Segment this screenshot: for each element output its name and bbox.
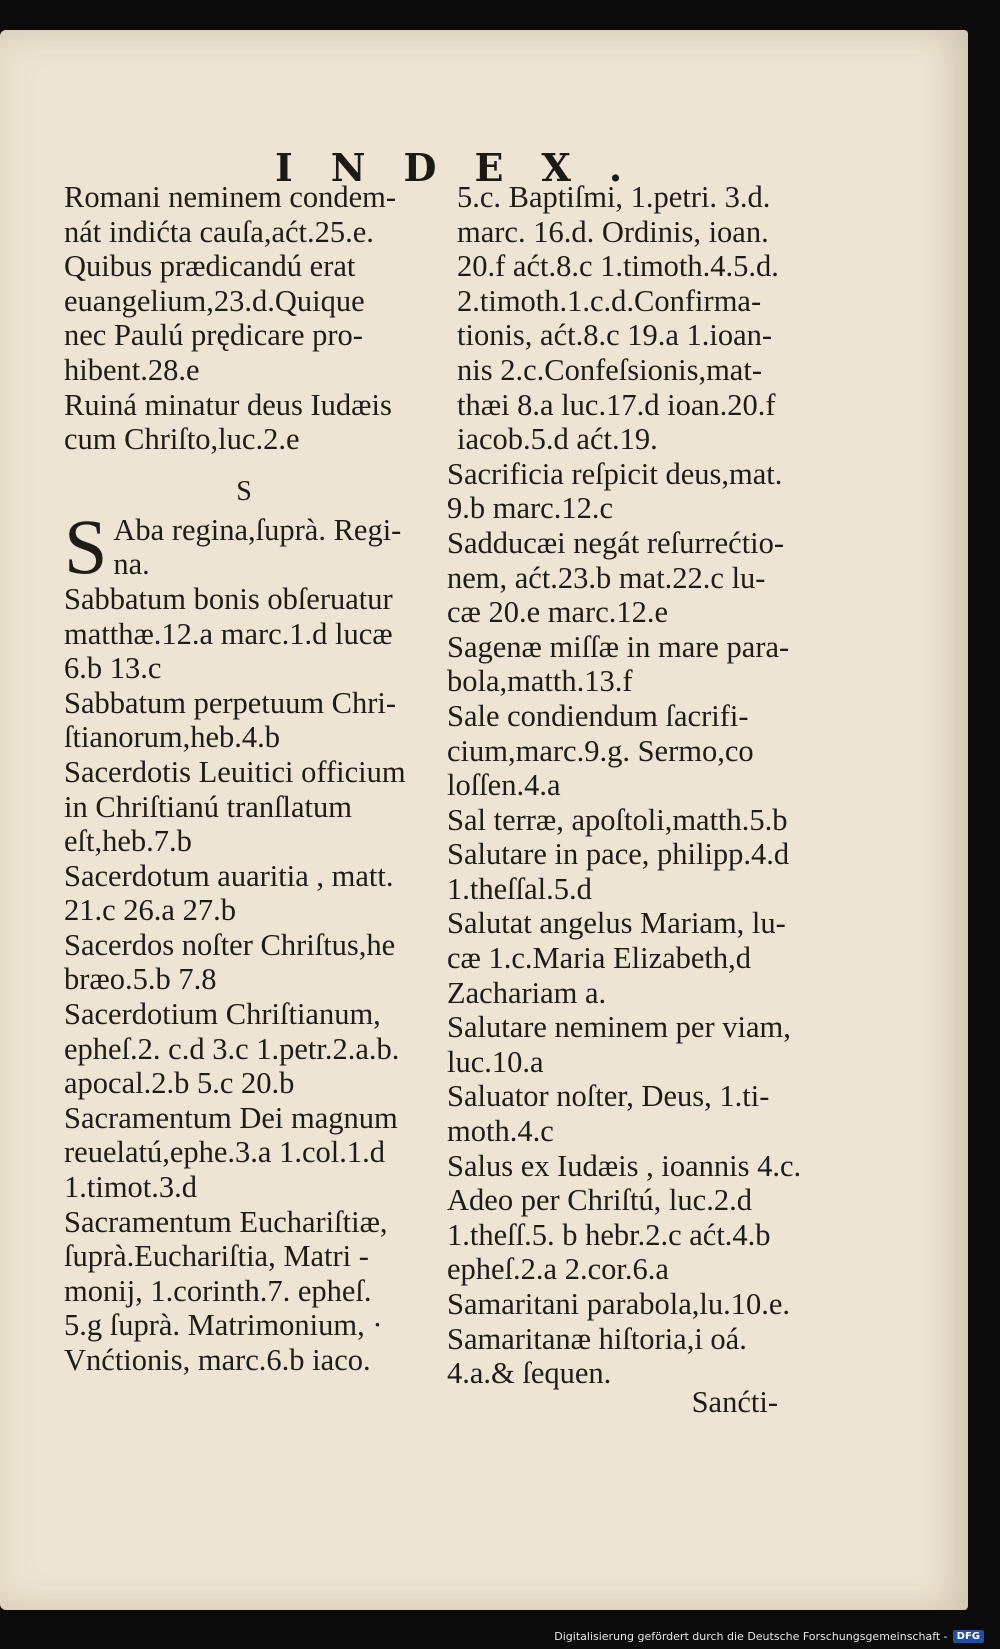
entry-line: cium,marc.9.g. Sermo,co bbox=[447, 733, 754, 768]
entry-line: marc. 16.d. Ordinis, ioan. bbox=[457, 214, 769, 249]
index-entry bbox=[447, 457, 802, 526]
entry-line: 6.b 13.c bbox=[64, 651, 162, 686]
first-entry bbox=[64, 513, 424, 582]
entry-line: Salutat angelus Mariam, lu- bbox=[447, 906, 786, 941]
entry-line: Vnćtionis, marc.6.b iaco. bbox=[64, 1343, 371, 1377]
entry-line: 1.theſſal.5.d bbox=[447, 871, 592, 906]
entry-line: ſtianorum,heb.4.b bbox=[64, 720, 281, 755]
entry-line: hibent.28.e bbox=[64, 352, 200, 387]
entry-line: Sacerdotium Chriſtianum, bbox=[64, 997, 381, 1032]
entry-line: Salutare neminem per viam, bbox=[447, 1010, 791, 1045]
index-entry bbox=[64, 997, 424, 1101]
index-entry bbox=[64, 388, 424, 457]
entry-line: reuelatú,ephe.3.a 1.col.1.d bbox=[64, 1135, 385, 1170]
entry-line: 1.theſſ.5. b hebr.2.c aćt.4.b bbox=[447, 1217, 771, 1252]
entry-line: Samaritani parabola,lu.10.e. bbox=[447, 1287, 791, 1321]
entry-line: tionis, aćt.8.c 19.a 1.ioan- bbox=[457, 318, 773, 353]
index-entry bbox=[64, 180, 424, 388]
entry-line: na. bbox=[113, 547, 150, 582]
dfg-logo: DFG bbox=[953, 1630, 984, 1643]
index-entry bbox=[447, 699, 802, 803]
index-entry bbox=[64, 928, 424, 997]
entry-line: cæ 20.e marc.12.e bbox=[447, 595, 669, 630]
entry-line: Sacerdotis Leuitici officium bbox=[64, 754, 406, 789]
entry-line: Sadducæi negát reſurrećtio- bbox=[447, 525, 785, 560]
entry-line: Sacrificia reſpicit deus,mat. bbox=[447, 456, 783, 491]
entry-line: nem, aćt.23.b mat.22.c lu- bbox=[447, 560, 766, 595]
index-entry bbox=[447, 1010, 802, 1079]
footer-credit bbox=[554, 1630, 984, 1643]
entry-line: luc.10.a bbox=[447, 1044, 544, 1079]
entry-line: Sacramentum Dei magnum bbox=[64, 1100, 398, 1135]
index-entry bbox=[64, 1101, 424, 1205]
entry-line: Romani neminem condem- bbox=[64, 180, 397, 214]
index-entry bbox=[64, 859, 424, 928]
entry-line: 9.b marc.12.c bbox=[447, 491, 613, 526]
entry-line: 2.timoth.1.c.d.Confirma- bbox=[457, 283, 762, 318]
entry-line: Adeo per Chriſtú, luc.2.d bbox=[447, 1183, 752, 1218]
entry-line: 1.timot.3.d bbox=[64, 1170, 198, 1205]
entry-line: Sacerdotum auaritia , matt. bbox=[64, 858, 394, 893]
entry-line: epheſ.2. c.d 3.c 1.petr.2.a.b. bbox=[64, 1031, 400, 1066]
entry-line: Quibus prædicandú erat bbox=[64, 249, 356, 284]
entry-line: Aba regina,ſuprà. Regi- bbox=[113, 512, 402, 547]
catchword: Sanćti- bbox=[691, 1385, 778, 1419]
index-entry bbox=[64, 1205, 424, 1378]
index-entry bbox=[447, 1287, 802, 1322]
index-entry bbox=[447, 803, 802, 838]
index-entry bbox=[447, 1149, 802, 1287]
entry-line: 21.c 26.a 27.b bbox=[64, 893, 236, 928]
entry-line: Sabbatum perpetuum Chri- bbox=[64, 685, 397, 720]
entry-line: Sal terræ, apoſtoli,matth.5.b bbox=[447, 802, 788, 837]
index-entry bbox=[447, 837, 802, 906]
index-entry bbox=[64, 686, 424, 755]
entry-line: Sacramentum Euchariſtiæ, bbox=[64, 1204, 388, 1239]
entry-line: loſſen.4.a bbox=[447, 768, 561, 803]
entry-line: Zachariam a. bbox=[447, 975, 607, 1010]
section-letter: S bbox=[236, 475, 252, 507]
index-entry bbox=[447, 906, 802, 1010]
entry-line: Sacerdos noſter Chriſtus,he bbox=[64, 927, 396, 962]
entry-line: cæ 1.c.Maria Elizabeth,d bbox=[447, 941, 752, 976]
index-entry bbox=[447, 526, 802, 630]
entry-line: nis 2.c.Confeſsionis,mat- bbox=[457, 352, 762, 387]
book-page bbox=[0, 30, 968, 1610]
entry-line: nec Paulú prędicare pro- bbox=[64, 318, 363, 353]
entry-line: 20.f aćt.8.c 1.timoth.4.5.d. bbox=[457, 249, 779, 284]
entry-line: apocal.2.b 5.c 20.b bbox=[64, 1066, 295, 1101]
entry-line: Salutare in pace, philipp.4.d bbox=[447, 837, 790, 872]
entry-line: monij, 1.corinth.7. epheſ. bbox=[64, 1273, 372, 1308]
entry-line: bola,matth.13.f bbox=[447, 664, 633, 699]
entry-line: Salus ex Iudæis , ioannis 4.c. bbox=[447, 1148, 802, 1183]
index-entry bbox=[64, 755, 424, 859]
entry-line: Sale condiendum ſacrifi- bbox=[447, 698, 749, 733]
entry-line: eſt,heb.7.b bbox=[64, 824, 192, 859]
entry-line: nát indićta cauſa,aćt.25.e. bbox=[64, 214, 374, 249]
entry-line: 4.a.& ſequen. bbox=[447, 1356, 612, 1391]
entry-line: epheſ.2.a 2.cor.6.a bbox=[447, 1252, 669, 1287]
entry-line: Samaritanæ hiſtoria,i oá. bbox=[447, 1321, 747, 1356]
entry-line: ſuprà.Euchariſtia, Matri - bbox=[64, 1239, 369, 1274]
index-entry bbox=[457, 180, 802, 457]
entry-line: bræo.5.b 7.8 bbox=[64, 962, 217, 997]
index-entry bbox=[447, 630, 802, 699]
right-column bbox=[447, 180, 802, 1391]
entry-line: thæi 8.a luc.17.d ioan.20.f bbox=[457, 387, 776, 422]
footer-text: Digitalisierung gefördert durch die Deutsche Forschungsgemeinschaft - bbox=[554, 1630, 948, 1643]
entry-line: 5.g ſuprà. Matrimonium, · bbox=[64, 1308, 383, 1343]
index-entry bbox=[447, 1322, 802, 1391]
entry-line: matthæ.12.a marc.1.d lucæ bbox=[64, 616, 393, 651]
entry-line: in Chriſtianú tranſlatum bbox=[64, 789, 353, 824]
entry-line: Sabbatum bonis obſeruatur bbox=[64, 581, 393, 616]
entry-line: euangelium,23.d.Quique bbox=[64, 283, 365, 318]
entry-line: Saluator noſter, Deus, 1.ti- bbox=[447, 1079, 770, 1114]
drop-cap: S bbox=[64, 512, 108, 582]
index-entry bbox=[447, 1079, 802, 1148]
entry-line: 5.c. Baptiſmi, 1.petri. 3.d. bbox=[457, 180, 771, 214]
left-column bbox=[64, 180, 424, 1378]
entry-line: cum Chriſto,luc.2.e bbox=[64, 422, 300, 457]
index-entry bbox=[64, 582, 424, 686]
page-header: INDEX. bbox=[275, 145, 661, 190]
entry-line: moth.4.c bbox=[447, 1114, 554, 1149]
entry-line: Ruiná minatur deus Iudæis bbox=[64, 387, 392, 422]
entry-line: iacob.5.d aćt.19. bbox=[457, 422, 658, 457]
entry-line: Sagenæ miſſæ in mare para- bbox=[447, 629, 790, 664]
